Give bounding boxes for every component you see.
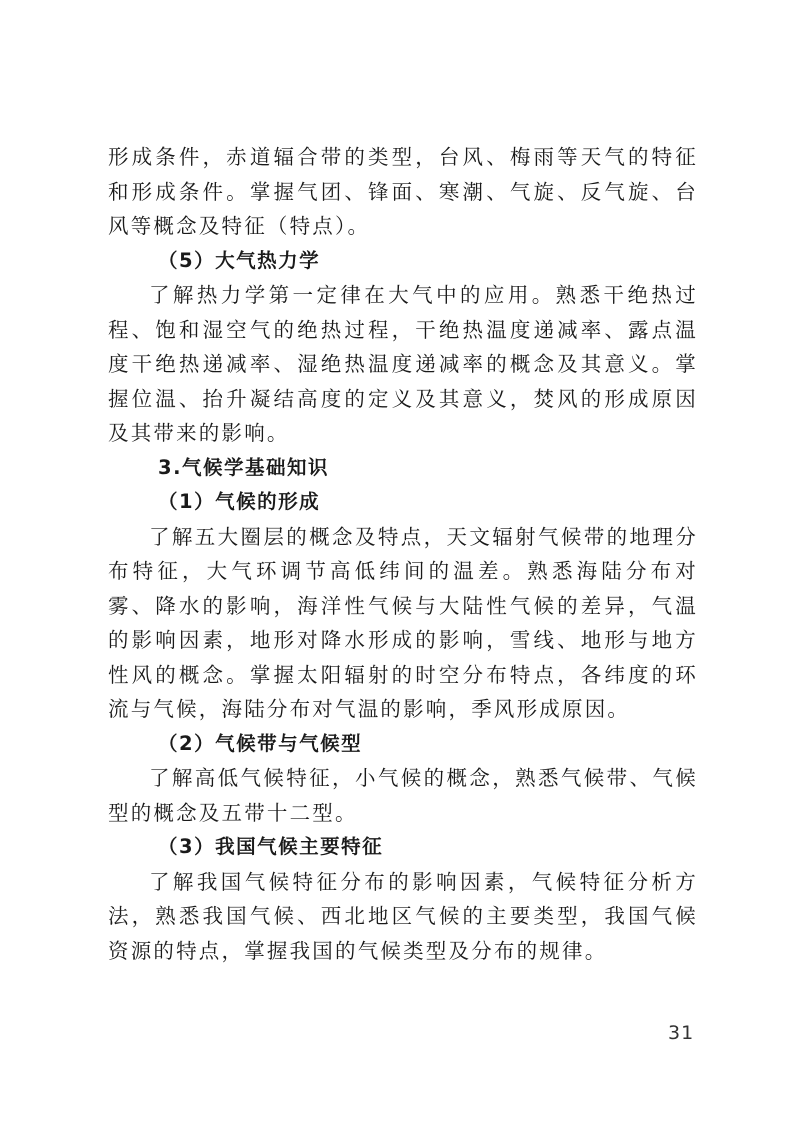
paragraph-climate-formation: 了解五大圈层的概念及特点，天文辐射气候带的地理分布特征，大气环调节高低纬间的温差。熟悉海陆分布对雾、降水的影响，海洋性气候与大陆性气候的差异，气温的影响因素，地形对降水形成的影响，雪线、地形与地方性风的概念。掌握太阳辐射的时空分布特点，各纬度的环流与气候，海陆分布对气温的影响，季风形成原因。: [108, 524, 698, 721]
paragraph-continued: 形成条件，赤道辐合带的类型，台风、梅雨等天气的特征和形成条件。掌握气团、锋面、寒潮、气旋、反气旋、台风等概念及特征（特点）。: [108, 145, 698, 238]
paragraph-thermodynamics: 了解热力学第一定律在大气中的应用。熟悉干绝热过程、饱和湿空气的绝热过程，干绝热温度递减率、露点温度干绝热递减率、湿绝热温度递减率的概念及其意义。掌握位温、抬升凝结高度的定义及其意义，焚风的形成原因及其带来的影响。: [108, 283, 698, 445]
paragraph-china-climate: 了解我国气候特征分布的影响因素，气候特征分析方法，熟悉我国气候、西北地区气候的主要类型，我国气候资源的特点，掌握我国的气候类型及分布的规律。: [108, 869, 698, 963]
paragraph-climate-zones: 了解高低气候特征，小气候的概念，熟悉气候带、气候型的概念及五带十二型。: [108, 766, 698, 825]
chapter-heading-climatology: 3.气候学基础知识: [158, 455, 329, 479]
section-heading-climate-zones: （2）气候带与气候型: [158, 731, 363, 755]
document-body: [108, 140, 698, 968]
section-heading-china-climate: （3）我国气候主要特征: [158, 835, 384, 858]
section-heading-climate-formation: （1）气候的形成: [158, 490, 321, 513]
section-heading-atmospheric-thermodynamics: （5）大气热力学: [158, 248, 321, 272]
page-number: 31: [668, 1022, 695, 1044]
